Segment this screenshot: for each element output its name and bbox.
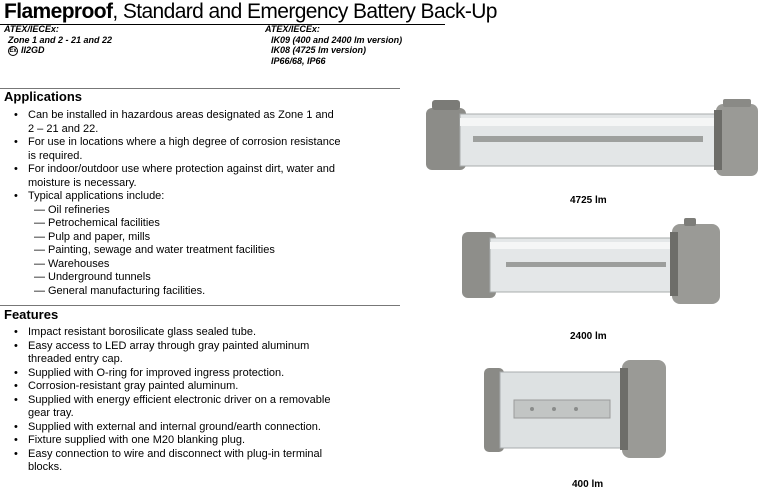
bullet-item: • Typical applications include: (8, 190, 400, 204)
sub-item (8, 231, 400, 245)
product-image-4725 (418, 96, 763, 182)
sub-item (8, 258, 400, 272)
sub-item (8, 244, 400, 258)
sub-item (8, 217, 400, 231)
bullet-item-continuation: blocks. (28, 461, 63, 473)
certs-left (4, 24, 112, 56)
bullet-item: • Easy connection to wire and disconnect with plug-in terminal (8, 448, 400, 462)
bullet-item: • For indoor/outdoor use where protection against dirt, water and (8, 163, 400, 177)
bullet-item: • Can be installed in hazardous areas designated as Zone 1 and (8, 109, 400, 123)
caption-400: 400 lm (572, 479, 604, 490)
bullet-item: • For use in locations where a high degree of corrosion resistance (8, 136, 400, 150)
caption-2400: 2400 lm (570, 331, 607, 342)
sub-item (8, 285, 400, 299)
bullet-item: • Impact resistant borosilicate glass sealed tube. (8, 326, 400, 340)
product-image-2400 (458, 218, 726, 310)
sub-item (8, 271, 400, 285)
certs-right (265, 24, 402, 66)
sub-item (8, 204, 400, 218)
bullet-item-continuation: gear tray. (28, 407, 74, 419)
certs-left-zone: Zone 1 and 2 - 21 and 22 (8, 34, 113, 45)
applications-list (8, 109, 400, 298)
caption-4725: 4725 lm (570, 195, 607, 206)
bullet-item: • Corrosion-resistant gray painted aluminum. (8, 380, 400, 394)
certs-right-ik09: IK09 (400 and 2400 lm version) (271, 34, 403, 45)
bullet-item: • Easy access to LED array through gray painted aluminum (8, 340, 400, 354)
sub-item-label: Oil refineries (48, 203, 110, 216)
sub-item-label: Underground tunnels (48, 271, 151, 283)
certs-right-ik08: IK08 (4725 lm version) (271, 45, 367, 55)
certs-right-ip: IP66/68, IP66 (271, 55, 326, 66)
bullet-item-continuation: moisture is necessary. (28, 176, 137, 189)
title-bold: Flameproof (4, 0, 113, 23)
bullet-item: • Fixture supplied with one M20 blanking plug. (8, 434, 400, 448)
certs-left-heading: ATEX/IECEx: (4, 24, 59, 34)
sub-item-label: General manufacturing facilities. (48, 284, 206, 297)
applications-heading: Applications (4, 89, 83, 104)
bullet-item: • Supplied with external and internal ground/earth connection. (8, 421, 400, 435)
bullet-item-continuation: 2 – 21 and 22. (28, 122, 99, 135)
certs-left-group: II2GD (21, 45, 45, 55)
sub-item-label: Painting, sewage and water treatment facilities (48, 244, 275, 256)
features-heading: Features (4, 307, 59, 322)
sub-item-label: Warehouses (48, 257, 110, 270)
product-image-400 (480, 358, 670, 460)
bullet-item: • Supplied with energy efficient electronic driver on a removable (8, 394, 400, 408)
title-rest: , Standard and Emergency Battery Back-Up (112, 0, 497, 23)
bullet-item-continuation: is required. (28, 149, 83, 162)
page-title (4, 0, 497, 24)
sub-item-label: Pulp and paper, mills (48, 230, 151, 243)
ex-mark-icon: Ex (9, 47, 17, 54)
bullet-item-continuation: threaded entry cap. (28, 353, 123, 365)
features-list (8, 326, 400, 475)
sub-item-label: Petrochemical facilities (48, 217, 160, 229)
bullet-item: • Supplied with O-ring for improved ingress protection. (8, 367, 400, 381)
features-divider (0, 305, 400, 306)
certs-right-heading: ATEX/IECEx: (265, 24, 320, 34)
